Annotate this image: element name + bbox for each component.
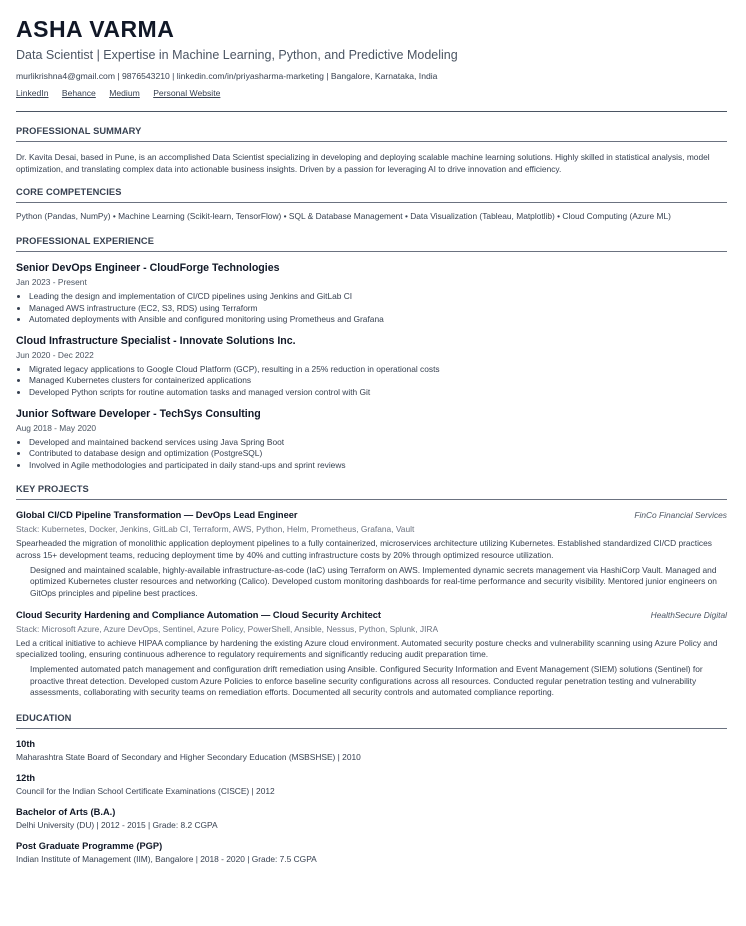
header-divider (16, 111, 727, 112)
project-description: Led a critical initiative to achieve HIPAA compliance by hardening the existing Azure cloud environment. Automated security posture checks and vulnerability scanning using Azure Policy and specialized tooling, ensuring continuous adherence to regulatory requirements and significantly reducing audit preparation time. (16, 637, 718, 660)
project-details: Designed and maintained scalable, highly-available infrastructure-as-code (IaC) using Terraform on AWS. Implemented dynamic secrets management via HashiCorp Vault. Managed and optimized Kubernetes cluster resources and networking (Calico). Developed custom monitoring dashboards for real-time performance and security visibility. Mentored junior engineers on GitOps principles and pipeline best practices. (30, 564, 717, 598)
project-header (16, 509, 727, 521)
education-degree: Bachelor of Arts (B.A.) (16, 807, 116, 818)
job-title: Cloud Infrastructure Specialist - Innovate Solutions Inc. (16, 334, 296, 347)
competencies-section (16, 186, 727, 222)
section-divider (16, 499, 727, 500)
summary-section (16, 125, 727, 175)
job-dates: Jan 2023 - Present (16, 277, 87, 287)
education-entry (16, 840, 727, 865)
link-medium[interactable]: Medium (109, 88, 140, 98)
section-title-experience: PROFESSIONAL EXPERIENCE (16, 236, 154, 246)
summary-text: Dr. Kavita Desai, based in Pune, is an accomplished Data Scientist specializing in developing and deploying scalable machine learning solutions. Highly skilled in statistical analysis, model optimization, and translating complex data into actionable business insights. Driven by a passion for leveraging AI to drive innovation and efficiency. (16, 152, 710, 174)
education-entry (16, 806, 727, 831)
section-title-projects: KEY PROJECTS (16, 484, 89, 495)
education-institution: Delhi University (DU) | 2012 - 2015 | Grade: 8.2 CGPA (16, 820, 218, 831)
education-degree: Post Graduate Programme (PGP) (16, 841, 163, 852)
job-bullet: • Developed Python scripts for routine automation tasks and managed version control with Git (29, 387, 727, 399)
job-bullets (16, 437, 727, 472)
education-institution: Council for the Indian School Certificate Examinations (CISCE) | 2012 (16, 786, 275, 797)
candidate-name: ASHA VARMA (16, 16, 175, 42)
link-personal-website[interactable]: Personal Website (153, 88, 221, 98)
job-dates: Jun 2020 - Dec 2022 (16, 349, 94, 360)
section-title-summary: PROFESSIONAL SUMMARY (16, 126, 142, 136)
job-bullet: • Automated deployments with Ansible and configured monitoring using Prometheus and Grafana (29, 314, 727, 326)
project-stack: Stack: Microsoft Azure, Azure DevOps, Sentinel, Azure Policy, PowerShell, Ansible, Nessus, Python, Splunk, JIRA (16, 623, 439, 634)
section-divider (16, 728, 727, 729)
education-entry (16, 772, 727, 797)
project-title: Cloud Security Hardening and Compliance Automation — Cloud Security Architect (16, 609, 382, 620)
job-entry (16, 262, 727, 326)
section-divider (16, 251, 727, 252)
project-description: Spearheaded the migration of monolithic application deployment pipelines to a fully containerized, microservices architecture utilizing Kubernetes. Established standardized CI/CD practices across 15+ development teams, reducing deployment time by 40% and cutting infrastructure costs by 20% through optimized resource utilization. (16, 538, 712, 560)
job-bullet: • Managed AWS infrastructure (EC2, S3, RDS) using Terraform (29, 303, 727, 315)
section-title-education: EDUCATION (16, 713, 72, 724)
job-bullet: • Leading the design and implementation of CI/CD pipelines using Jenkins and GitLab CI (29, 291, 727, 303)
education-entry (16, 738, 727, 763)
education-institution: Maharashtra State Board of Secondary and Higher Secondary Education (MSBSHSE) | 2010 (16, 752, 361, 763)
job-bullet: • Involved in Agile methodologies and participated in daily stand-ups and sprint reviews (29, 460, 727, 472)
project-details: Implemented automated patch management and configuration drift remediation using Ansible. Configured Security Information and Event Management (SIEM) solutions (Sentinel) for proactive threat detection. Developed custom Azure Policies to enforce baseline security configurations across all resources. Conducted regular penetration testing and vulnerability assessments, collaborating with security teams on remediation efforts. Documented all security controls and automated compliance reporting. (30, 664, 703, 698)
job-dates: Aug 2018 - May 2020 (16, 422, 97, 433)
project-organization: FinCo Financial Services (634, 510, 727, 521)
project-entry (16, 509, 727, 598)
project-header (16, 609, 727, 621)
section-title-competencies: CORE COMPETENCIES (16, 187, 122, 197)
experience-section (16, 235, 727, 471)
resume-header (16, 16, 727, 99)
projects-section (16, 483, 727, 698)
education-institution: Indian Institute of Management (IIM), Bangalore | 2018 - 2020 | Grade: 7.5 CGPA (16, 854, 317, 865)
project-organization: HealthSecure Digital (650, 609, 727, 620)
job-entry (16, 335, 727, 399)
job-title: Junior Software Developer - TechSys Consulting (16, 407, 261, 420)
job-bullet: • Contributed to database design and optimization (PostgreSQL) (29, 448, 727, 460)
project-title: Global CI/CD Pipeline Transformation — DevOps Lead Engineer (16, 510, 298, 521)
education-section (16, 712, 727, 865)
job-title: Senior DevOps Engineer - CloudForge Technologies (16, 262, 280, 274)
job-bullet: • Migrated legacy applications to Google Cloud Platform (GCP), resulting in a 25% reduction in operational costs (29, 364, 727, 376)
section-divider (16, 202, 727, 203)
project-stack: Stack: Kubernetes, Docker, Jenkins, GitLab CI, Terraform, AWS, Python, Helm, Prometheus, Grafana, Vault (16, 524, 415, 535)
profile-links (16, 87, 727, 99)
education-degree: 12th (16, 773, 36, 784)
job-entry (16, 408, 727, 472)
job-bullets (16, 364, 727, 399)
competencies-text: Python (Pandas, NumPy) • Machine Learning (Scikit-learn, TensorFlow) • SQL & Database Management • Data Visualization (Tableau, Matplotlib) • Cloud Computing (Azure ML) (16, 211, 671, 221)
job-bullet: • Developed and maintained backend services using Java Spring Boot (29, 437, 727, 449)
contact-line: murlikrishna4@gmail.com | 9876543210 | linkedin.com/in/priyasharma-marketing | Bangalore, Karnataka, India (16, 71, 438, 81)
job-bullet: • Managed Kubernetes clusters for containerized applications (29, 375, 727, 387)
job-bullets (16, 291, 727, 326)
education-degree: 10th (16, 739, 36, 750)
link-linkedin[interactable]: LinkedIn (16, 88, 49, 98)
link-behance[interactable]: Behance (61, 88, 96, 98)
headline: Data Scientist | Expertise in Machine Learning, Python, and Predictive Modeling (16, 48, 458, 62)
section-divider (16, 141, 727, 142)
project-entry (16, 609, 727, 698)
